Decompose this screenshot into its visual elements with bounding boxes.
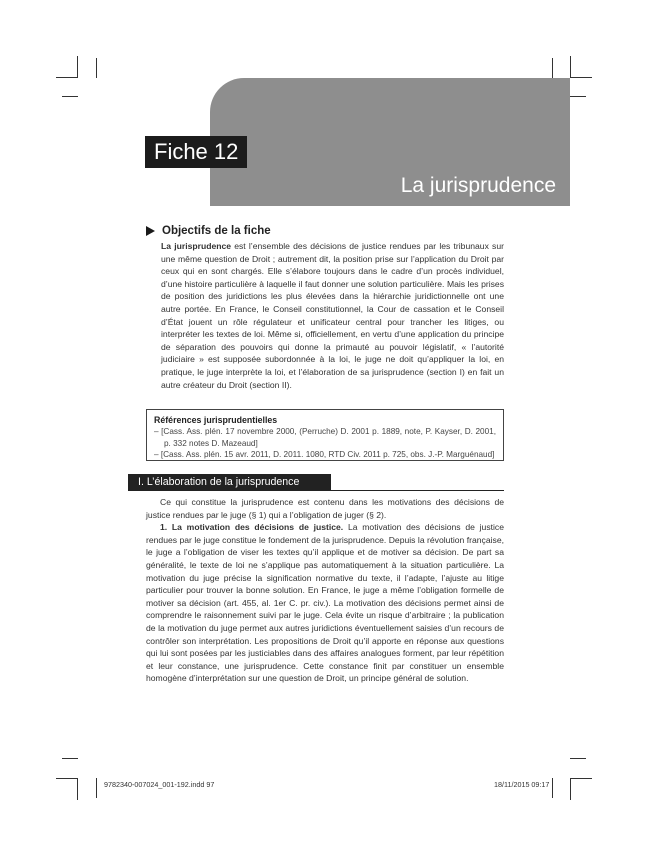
paragraph-text: La motivation des décisions de justice rendues par le juge constitue le fondement de la jurisprudence. Depuis la révolution française, le juge a l’obligation de viser les textes qu’il applique et de motiver sa décision. De part sa généralité, le texte de loi ne s’applique pas automatiquement à la situation particulière. La motivation du juge précise la signification normative du texte, il l’adapte, l’ajuste au litige particulier pour trouver la bonne solution. En France, le juge a même l’obligation formelle de motiver sa décision (art. 455, al. 1er C. pr. civ.). La motivation des décisions permet ainsi de comprendre le raisonnement suivi par le juge. Cela évite un risque d’arbitraire ; la publication de la motivation du juge permet aux autres juridictions éventuellement saisies d’un recours de contrôler son interprétation. Les propositions de Droit qu’il apporte en réponse aux questions qui lui sont posées par les justiciables dans des affaires analogues forment, par leur répétition et leur constance, une jurisprudence. Cette constance finit par constituer un ensemble homogène d’interprétation sur une question de Droit, un principe général de solution. (146, 522, 504, 684)
crop-mark (570, 778, 571, 800)
intro-paragraph: Ce qui constitue la jurisprudence est contenu dans les motivations des décisions de justice rendues par le juge (§ 1) qui a l’obligation de juger (§ 2). (146, 497, 504, 520)
body-paragraph (146, 521, 504, 685)
reference-item: – [Cass. Ass. plén. 15 avr. 2011, D. 2011. 1080, RTD Civ. 2011 p. 725, obs. J.-P. Marguénaud] (154, 450, 495, 459)
crop-mark (570, 96, 586, 97)
fiche-number: Fiche 12 (145, 136, 247, 168)
crop-mark (552, 778, 553, 798)
objectives-title: Objectifs de la fiche (162, 225, 271, 237)
crop-mark (570, 56, 571, 78)
references-box (146, 409, 504, 461)
print-datetime: 18/11/2015 09:17 (494, 780, 550, 789)
crop-mark (56, 778, 78, 779)
crop-mark (96, 58, 97, 78)
crop-mark (77, 56, 78, 78)
crop-mark (570, 77, 592, 78)
objectives-text (161, 240, 504, 391)
section-heading: I. L’élaboration de la jurisprudence (128, 474, 331, 491)
crop-mark (62, 96, 78, 97)
file-slug: 9782340-007024_001-192.indd 97 (104, 780, 215, 789)
section-rule (331, 490, 504, 491)
section-body (146, 496, 504, 685)
paragraph-lead: 1. La motivation des décisions de justice. (160, 522, 344, 533)
objectives-lead: La jurisprudence (161, 241, 232, 251)
crop-mark (62, 758, 78, 759)
crop-mark (96, 778, 97, 798)
reference-item: – [Cass. Ass. plén. 17 novembre 2000, (Perruche) D. 2001 p. 1889, note, P. Kayser, D. 2001, p. 332 notes D. Mazeaud] (154, 427, 496, 448)
objectives-heading (146, 225, 271, 237)
objectives-body: est l’ensemble des décisions de justice rendues par les tribunaux sur une même question de Droit ; autrement dit, la position prise sur l’application du Droit par ceux qui en sont chargés. Elle s’élabore toujours dans le cadre d’un procès individuel, d’une histoire particulière à laquelle il faut donner une solution particulière. Mais les prises de position des juridictions les plus élevées dans la hiérarchie juridictionnelle ont une autre portée. En France, le Conseil constitutionnel, la Cour de cassation et le Conseil d’État jouent un rôle régulateur et unificateur central pour trancher les litiges, ou interpréter les textes de loi. Même si, officiellement, en vertu d’une application du principe de séparation des pouvoirs qui donne la primauté au pouvoir législatif, « l’autorité judiciaire » est supposée subordonnée à la loi, le juge ne doit qu’appliquer la loi, en pratique, le juge interprète la loi, et l’élaboration de sa jurisprudence (section I) en fait un autre créateur du Droit (section II). (161, 241, 504, 390)
crop-mark (570, 758, 586, 759)
references-heading: Références jurisprudentielles (154, 415, 278, 425)
crop-mark (552, 58, 553, 78)
triangle-bullet-icon (146, 226, 155, 236)
crop-mark (77, 778, 78, 800)
page-title: La jurisprudence (400, 174, 556, 197)
crop-mark (570, 778, 592, 779)
crop-mark (56, 77, 78, 78)
